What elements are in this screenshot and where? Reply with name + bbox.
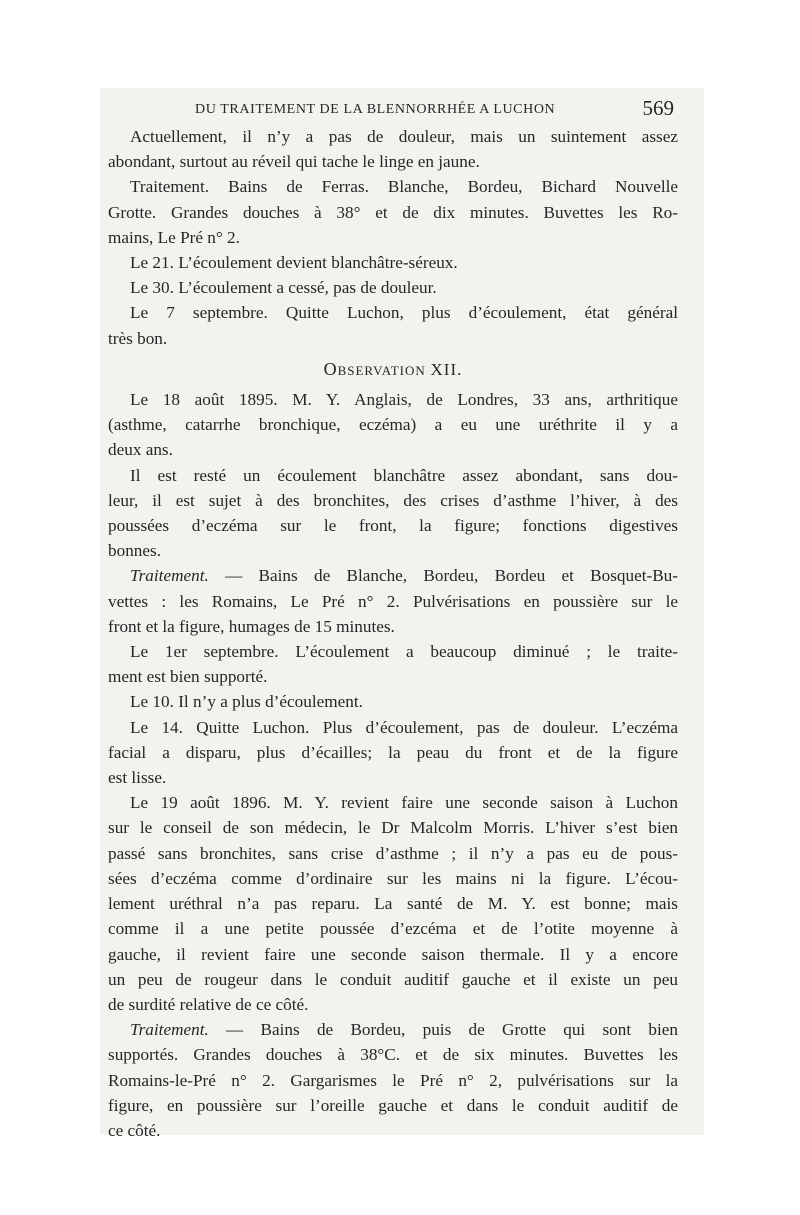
paragraph (108, 790, 678, 1017)
text-line: lement uréthral n’a pas reparu. La santé de M. Y. est bonne; mais (108, 894, 678, 914)
paragraph (108, 174, 678, 250)
text-line: Le 1er septembre. L’écoulement a beaucoup diminué ; le traite- (130, 642, 678, 662)
book-page (100, 88, 704, 1140)
text-line: Le 21. L’écoulement devient blanchâtre-séreux. (130, 253, 458, 273)
text-line: facial a disparu, plus d’écailles; la peau du front et de la figure (108, 742, 678, 762)
text-line: Romains-le-Pré n° 2. Gargarismes le Pré n° 2, pulvérisations sur la (108, 1070, 678, 1090)
text-line: Le 14. Quitte Luchon. Plus d’écoulement, pas de douleur. L’eczéma (130, 717, 678, 737)
running-title: DU TRAITEMENT DE LA BLENNORRHÉE A LUCHON (195, 102, 556, 117)
line-text: — Bains de Blanche, Bordeu, Bordeu et Bosquet-Bu- (208, 566, 678, 586)
text-line: leur, il est sujet à des bronchites, des crises d’asthme l’hiver, à des (108, 490, 678, 510)
text-line: Actuellement, il n’y a pas de douleur, mais un suintement assez (130, 127, 678, 146)
text-line: Le 10. Il n’y a plus d’écoulement. (130, 692, 363, 712)
observation-heading-word: BSERVATION (337, 362, 426, 378)
text-line: sur le conseil de son médecin, le Dr Malcolm Morris. L’hiver s’est bien (108, 818, 678, 838)
italic-lead: Traitement. (130, 1020, 209, 1040)
text-line: front et la figure, humages de 15 minutes. (108, 616, 395, 636)
text-block-before-observation (108, 124, 678, 351)
text-line: (asthme, catarrhe bronchique, eczéma) a eu une uréthrite il y a (108, 415, 678, 435)
observation-number: XII. (430, 359, 463, 379)
text-line: ce côté. (108, 1120, 161, 1140)
text-line: Grotte. Grandes douches à 38° et de dix minutes. Buvettes les Ro- (108, 202, 678, 222)
page-header (100, 92, 704, 122)
paragraph (108, 563, 678, 639)
paragraph (108, 250, 678, 275)
paragraph (108, 387, 678, 463)
text-line: Le 7 septembre. Quitte Luchon, plus d’écoulement, état général (130, 303, 678, 323)
text-line: un peu de rougeur dans le conduit auditif gauche et il existe un peu (108, 969, 678, 989)
page-number: 569 (642, 96, 674, 120)
paragraph (108, 124, 678, 174)
paragraph (108, 639, 678, 689)
text-line: ment est bien supporté. (108, 667, 268, 687)
text-line: comme il a une petite poussée d’ezcéma et de l’otite moyenne à (108, 919, 678, 939)
text-line: vettes : les Romains, Le Pré n° 2. Pulvérisations en poussière sur le (108, 591, 678, 611)
text-line: est lisse. (108, 768, 167, 788)
text-line: bonnes. (108, 541, 161, 561)
text-line (108, 1017, 678, 1042)
text-line: Traitement. Bains de Ferras. Blanche, Bordeu, Bichard Nouvelle (130, 177, 678, 197)
text-line: passé sans bronchites, sans crise d’asthme ; il n’y a pas eu de pous- (108, 843, 678, 863)
text-line: Le 18 août 1895. M. Y. Anglais, de Londres, 33 ans, arthritique (130, 390, 678, 410)
paragraph (108, 715, 678, 791)
paragraph (108, 689, 678, 714)
italic-lead: Traitement. (130, 566, 209, 586)
page-body (108, 124, 678, 1143)
paragraph (108, 463, 678, 564)
text-line: Le 30. L’écoulement a cessé, pas de douleur. (130, 278, 437, 298)
paragraph (108, 275, 678, 300)
line-text: — Bains de Bordeu, puis de Grotte qui sont bien (208, 1020, 678, 1040)
text-line: Le 19 août 1896. M. Y. revient faire une seconde saison à Luchon (130, 793, 678, 813)
paragraph (108, 300, 678, 350)
text-line: de surdité relative de ce côté. (108, 994, 309, 1014)
observation-heading (108, 357, 678, 384)
text-line: deux ans. (108, 440, 173, 460)
text-line: Il est resté un écoulement blanchâtre assez abondant, sans dou- (130, 465, 678, 485)
text-line: supportés. Grandes douches à 38°C. et de six minutes. Buvettes les (108, 1045, 678, 1065)
text-line (108, 563, 678, 588)
text-line: gauche, il revient faire une seconde saison thermale. Il y a encore (108, 944, 678, 964)
text-line: très bon. (108, 328, 168, 348)
text-block-observation (108, 387, 678, 1143)
text-line: sées d’eczéma comme d’ordinaire sur les mains ni la figure. L’écou- (108, 868, 678, 888)
text-line: figure, en poussière sur l’oreille gauche et dans le conduit auditif de (108, 1095, 678, 1115)
paragraph (108, 1017, 678, 1143)
text-line: mains, Le Pré n° 2. (108, 227, 240, 247)
text-line: abondant, surtout au réveil qui tache le linge en jaune. (108, 152, 480, 172)
observation-heading-initial: O (323, 358, 338, 379)
text-line: poussées d’eczéma sur le front, la figure; fonctions digestives (108, 516, 678, 536)
